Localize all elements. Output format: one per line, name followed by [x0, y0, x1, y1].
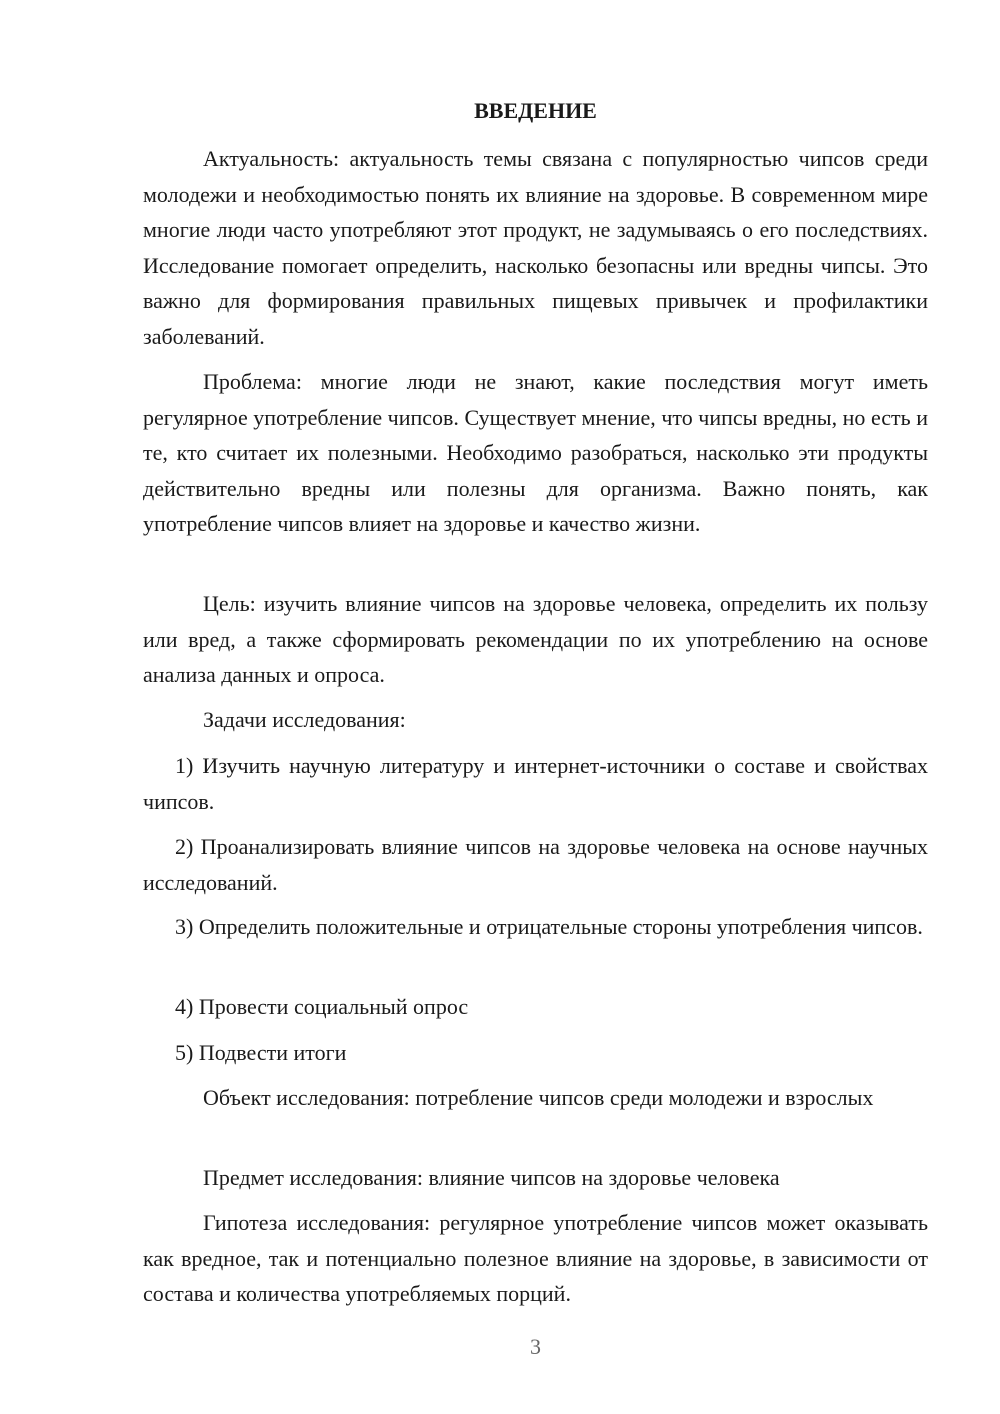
subject-paragraph: Предмет исследования: влияние чипсов на здоровье человека — [203, 1165, 780, 1190]
problem-paragraph: Проблема: многие люди не знают, какие последствия могут иметь регулярное употребление чипсов. Существует мнение, что чипсы вредны, но есть и те, кто считает их полезными. Необходимо разобраться, насколько эти продукты действительно вредны или полезны для организма. Важно понять, как употребление чипсов влияет на здоровье и качество жизни. — [143, 369, 928, 536]
tasks-heading: Задачи исследования: — [203, 707, 406, 732]
page-title: ВВЕДЕНИЕ — [474, 98, 597, 123]
task-item-3: 3) Определить положительные и отрицательные стороны употребления чипсов. — [175, 914, 923, 939]
task-item-1: 1) Изучить научную литературу и интернет-источники о составе и свойствах чипсов. — [143, 753, 928, 814]
object-paragraph: Объект исследования: потребление чипсов среди молодежи и взрослых — [203, 1085, 874, 1110]
task-item-4: 4) Провести социальный опрос — [175, 994, 469, 1019]
relevance-paragraph: Актуальность: актуальность темы связана с популярностью чипсов среди молодежи и необходимостью понять их влияние на здоровье. В современном мире многие люди часто употребляют этот продукт, не задумываясь о его последствиях. Исследование помогает определить, насколько безопасны или вредны чипсы. Это важно для формирования правильных пищевых привычек и профилактики заболеваний. — [143, 146, 928, 349]
page-number: 3 — [530, 1334, 541, 1359]
task-item-5: 5) Подвести итоги — [175, 1040, 347, 1065]
task-item-2: 2) Проанализировать влияние чипсов на здоровье человека на основе научных исследований. — [143, 834, 928, 895]
goal-paragraph: Цель: изучить влияние чипсов на здоровье человека, определить их пользу или вред, а также сформировать рекомендации по их употреблению на основе анализа данных и опроса. — [143, 591, 928, 687]
hypothesis-paragraph: Гипотеза исследования: регулярное употребление чипсов может оказывать как вредное, так и потенциально полезное влияние на здоровье, в зависимости от состава и количества употребляемых порций. — [143, 1210, 928, 1306]
